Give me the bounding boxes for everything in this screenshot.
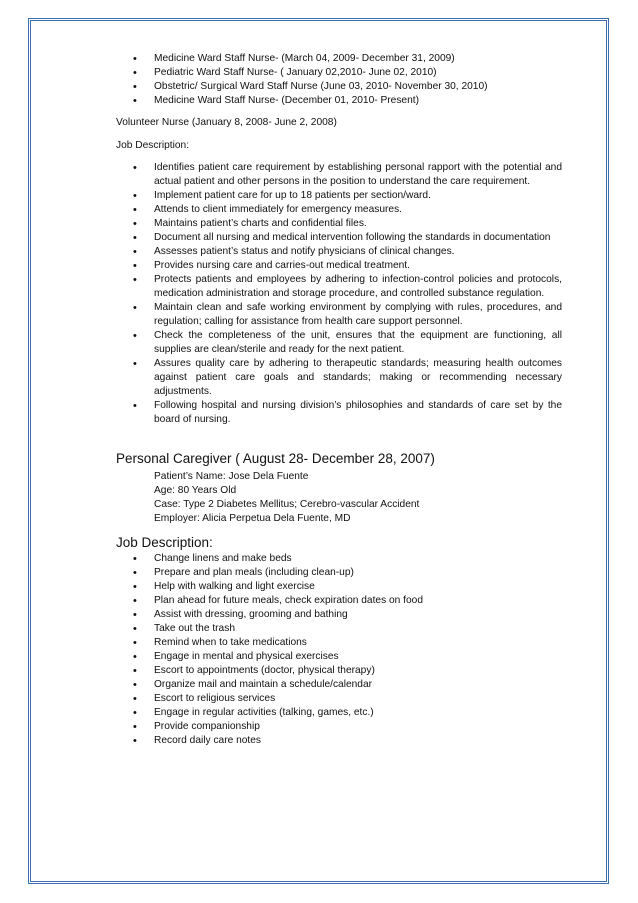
list-item: • Record daily care notes xyxy=(116,734,562,748)
list-item: • Document all nursing and medical intervention following the standards in documentation xyxy=(116,231,562,245)
list-item: • Pediatric Ward Staff Nurse- ( January 02,2010- June 02, 2010) xyxy=(116,66,562,80)
patient-age: Age: 80 Years Old xyxy=(154,485,237,496)
list-item: • Escort to appointments (doctor, physical therapy) xyxy=(116,664,562,678)
list-item: • Take out the trash xyxy=(116,622,562,636)
list-item: • Attends to client immediately for emergency measures. xyxy=(116,203,562,217)
employer: Employer: Alicia Perpetua Dela Fuente, MD xyxy=(154,513,351,524)
list-item: • Change linens and make beds xyxy=(116,552,562,566)
list-item: • Identifies patient care requirement by establishing personal rapport with the potential and actual patient and other persons in the position to understand the care requirement. xyxy=(116,161,562,189)
caregiver-duties-list xyxy=(116,552,562,748)
job-description-heading: Job Description: xyxy=(116,535,213,550)
resume-content xyxy=(116,44,562,748)
list-item: • Help with walking and light exercise xyxy=(116,580,562,594)
list-item: • Engage in mental and physical exercises xyxy=(116,650,562,664)
volunteer-line: Volunteer Nurse (January 8, 2008- June 2, 2008) xyxy=(116,117,337,128)
list-item: • Protects patients and employees by adhering to infection-control policies and protocols, medication administration and storage procedure, and controlled substance regulation. xyxy=(116,273,562,301)
list-item: • Check the completeness of the unit, ensures that the equipment are functioning, all supplies are clean/sterile and ready for the next patient. xyxy=(116,329,562,357)
list-item: • Implement patient care for up to 18 patients per section/ward. xyxy=(116,189,562,203)
list-item: • Assures quality care by adhering to therapeutic standards; measuring health outcomes against patient care goals and standards; making or recommending necessary adjustments. xyxy=(116,357,562,399)
list-item: • Obstetric/ Surgical Ward Staff Nurse (June 03, 2010- November 30, 2010) xyxy=(116,80,562,94)
list-item: • Assist with dressing, grooming and bathing xyxy=(116,608,562,622)
list-item: • Provides nursing care and carries-out medical treatment. xyxy=(116,259,562,273)
positions-list xyxy=(116,52,562,108)
patient-case: Case: Type 2 Diabetes Mellitus; Cerebro-vascular Accident xyxy=(154,499,420,510)
list-item: • Medicine Ward Staff Nurse- (December 01, 2010- Present) xyxy=(116,94,562,108)
list-item: • Engage in regular activities (talking, games, etc.) xyxy=(116,706,562,720)
job-description-label: Job Description: xyxy=(116,140,190,151)
patient-name: Patient’s Name: Jose Dela Fuente xyxy=(154,471,309,482)
list-item: • Assesses patient’s status and notify physicians of clinical changes. xyxy=(116,245,562,259)
caregiver-details xyxy=(116,470,562,526)
list-item: • Following hospital and nursing division’s philosophies and standards of care set by the board of nursing. xyxy=(116,399,562,427)
list-item: • Organize mail and maintain a schedule/calendar xyxy=(116,678,562,692)
list-item: • Escort to religious services xyxy=(116,692,562,706)
list-item: • Maintains patient’s charts and confidential files. xyxy=(116,217,562,231)
list-item: • Plan ahead for future meals, check expiration dates on food xyxy=(116,594,562,608)
list-item: • Prepare and plan meals (including clean-up) xyxy=(116,566,562,580)
list-item: • Provide companionship xyxy=(116,720,562,734)
list-item: • Remind when to take medications xyxy=(116,636,562,650)
caregiver-title: Personal Caregiver ( August 28- December 28, 2007) xyxy=(116,451,435,466)
list-item: • Medicine Ward Staff Nurse- (March 04, 2009- December 31, 2009) xyxy=(116,52,562,66)
duties-list xyxy=(116,161,562,427)
list-item: • Maintain clean and safe working environment by complying with rules, procedures, and regulation; calling for assistance from health care support personnel. xyxy=(116,301,562,329)
